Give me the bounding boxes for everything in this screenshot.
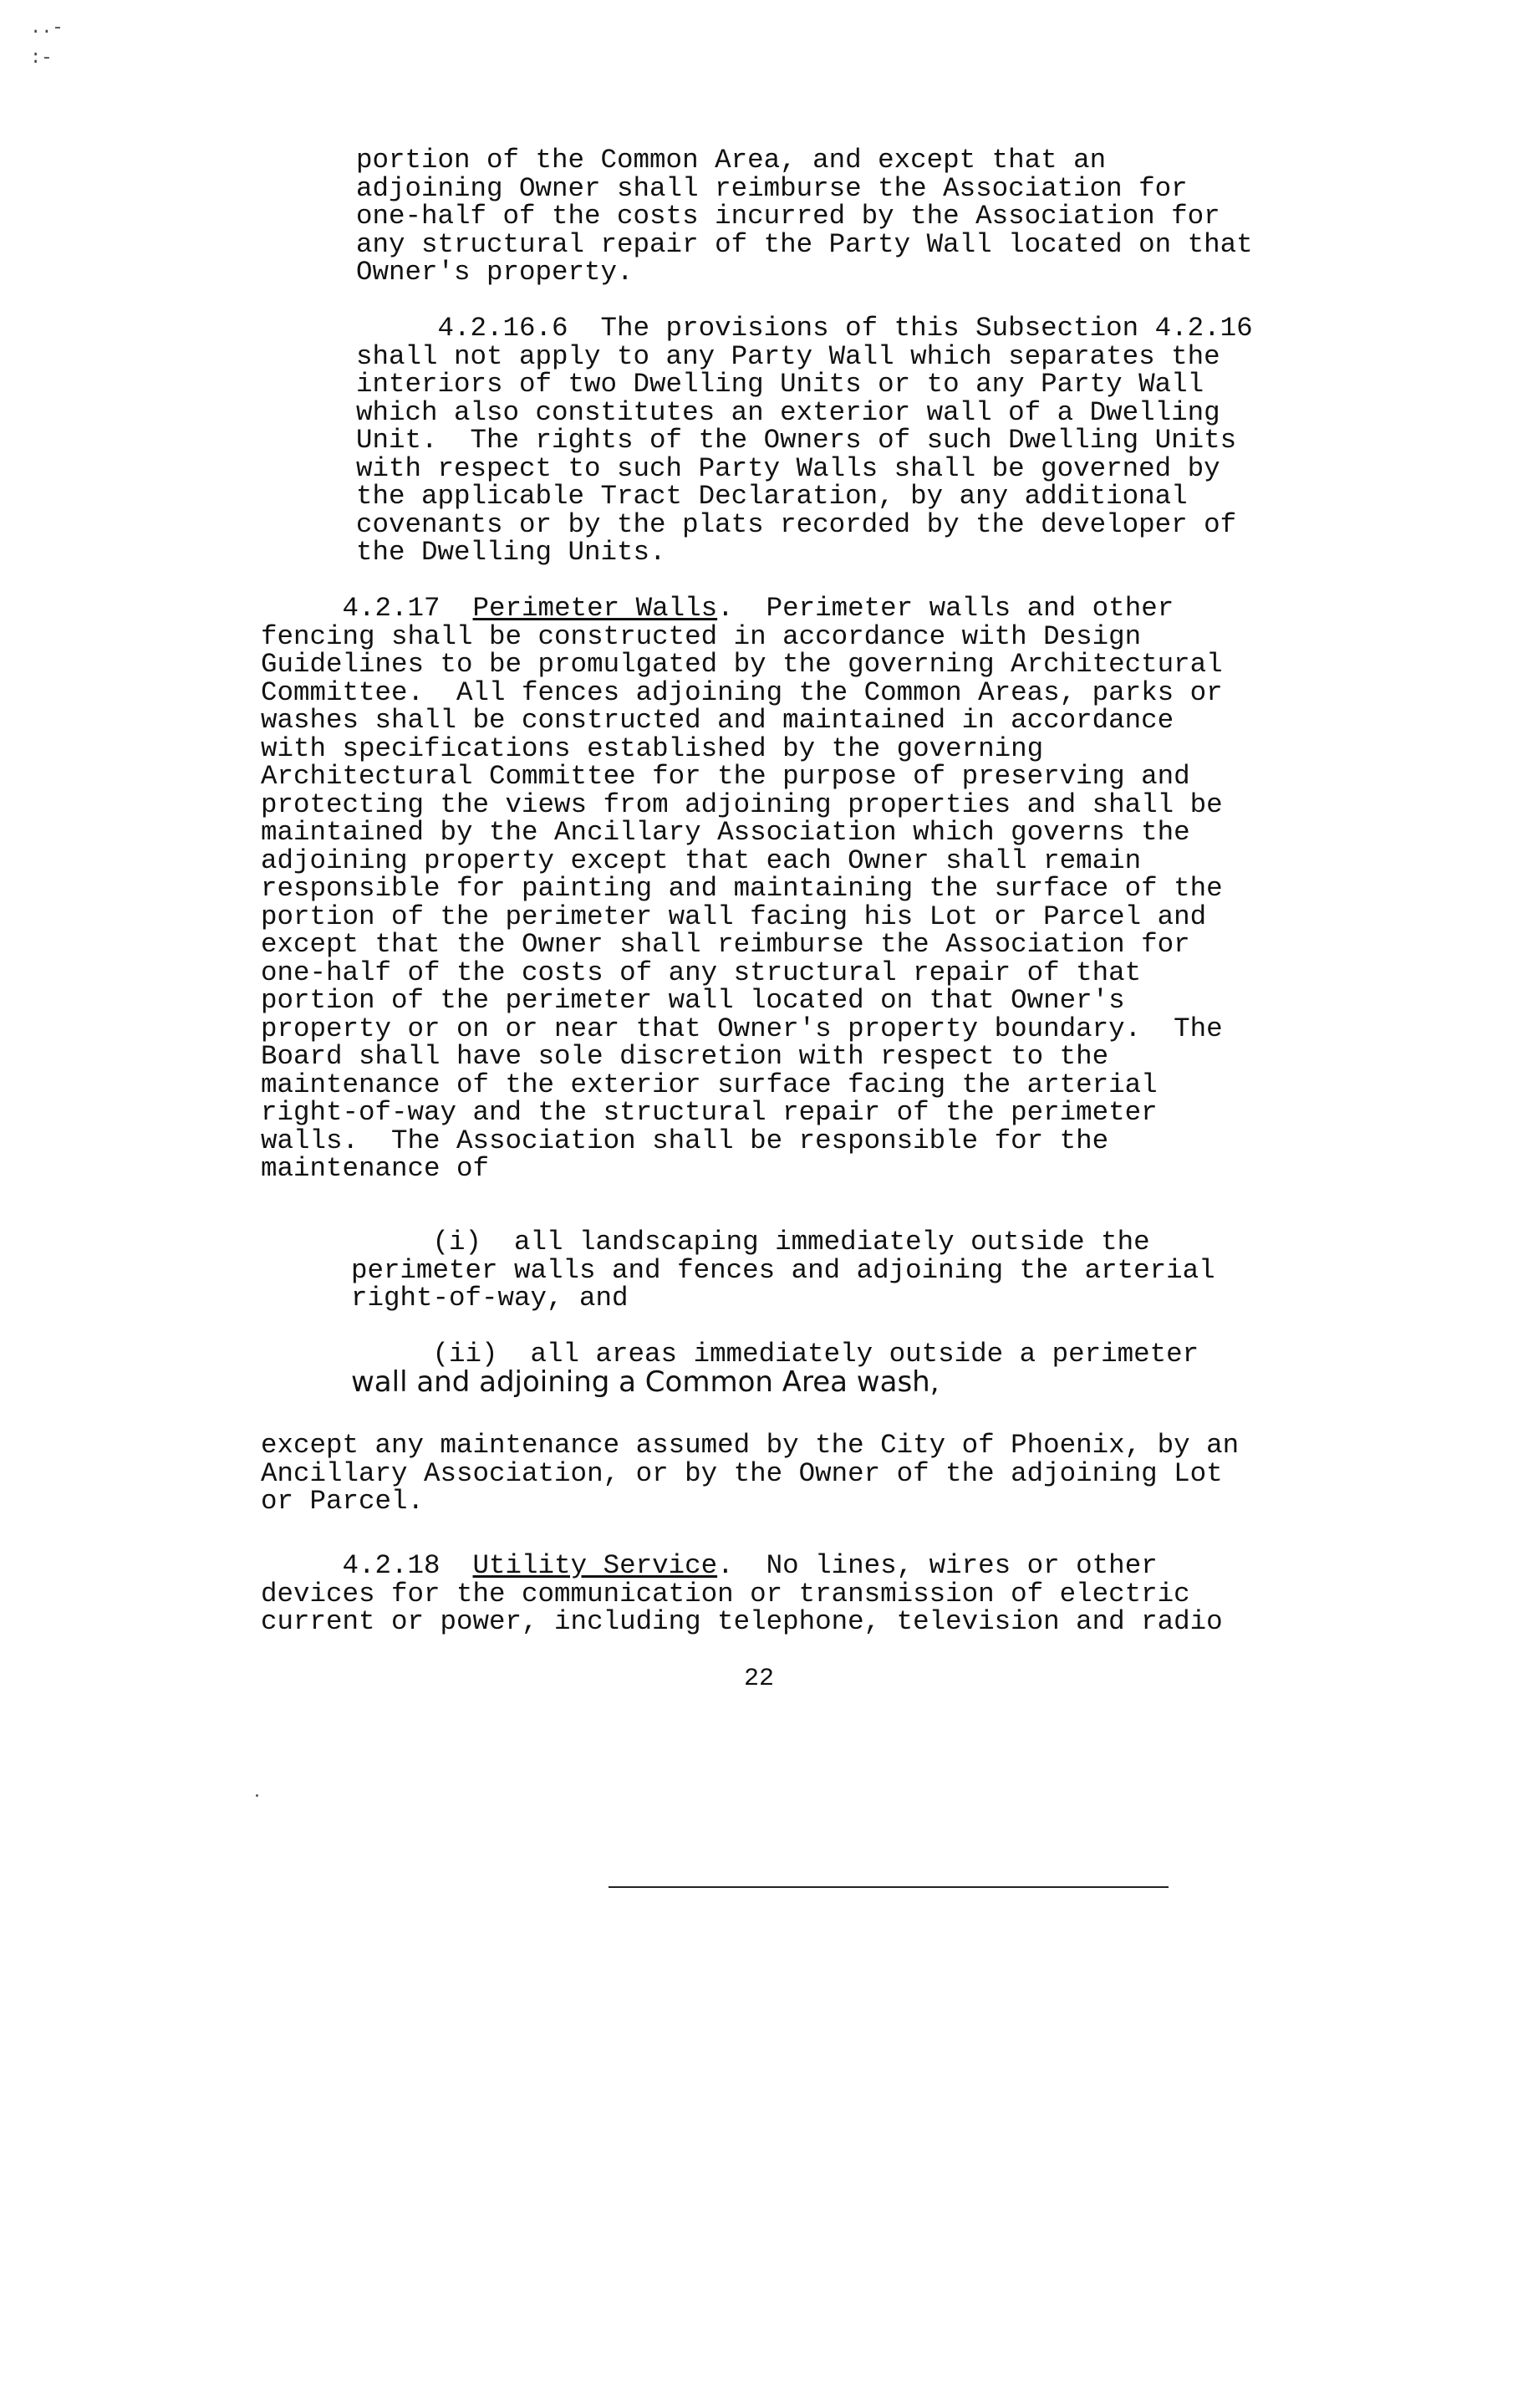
section-4-2-17 [261, 594, 1223, 1183]
margin-marks: ..- :- [30, 18, 64, 69]
except-clause: except any maintenance assumed by the City of Phoenix, by an Ancillary Association, or by the Owner of the adjoining Lot or Parcel. [261, 1430, 1240, 1517]
section-4-2-17-first-line: . Perimeter walls and other [717, 593, 1174, 624]
list-item-ii-line-2: wall and adjoining a Common Area wash, [351, 1365, 940, 1399]
scan-speck [256, 1794, 258, 1797]
section-4-2-18-first-line: . No lines, wires or other [717, 1550, 1158, 1581]
section-4-2-18-number: 4.2.18 [261, 1550, 473, 1581]
paragraph-4-2-16-5-continuation: portion of the Common Area, and except that an adjoining Owner shall reimburse the Association for one-half of the costs incurred by the Association for any structural repair of the Party Wall located on that Owner's property. [356, 145, 1253, 288]
section-4-2-17-heading: Perimeter Walls [472, 593, 718, 624]
section-4-2-17-body: fencing shall be constructed in accordance with Design Guidelines to be promulgated by the governing Architectural Committee. All fences adjoining the Common Areas, parks or washes shall be constructed and maintained in accordance with specifications established by the governing Architectural Committee for the purpose of preserving and protecting the views from adjoining properties and shall be maintained by the Ancillary Association which governs the adjoining property except that each Owner shall remain responsible for painting and maintaining the surface of the portion of the perimeter wall facing his Lot or Parcel and except that the Owner shall reimburse the Association for one-half of the costs of any structural repair of that portion of the perimeter wall located on that Owner's property or on or near that Owner's property boundary. The Board shall have sole discretion with respect to the maintenance of the exterior surface facing the arterial right-of-way and the structural repair of the perimeter walls. The Association shall be responsible for the maintenance of [261, 620, 1223, 1184]
section-4-2-17-number: 4.2.17 [261, 593, 473, 624]
list-item-ii-line-1: (ii) all areas immediately outside a perimeter [351, 1339, 1199, 1370]
paragraph-4-2-16-6: 4.2.16.6 The provisions of this Subsection 4.2.16 shall not apply to any Party Wall which separates the interiors of two Dwelling Units or to any Party Wall which also constitutes an exterior wall of a Dwelling Unit. The rights of the Owners of such Dwelling Units with respect to such Party Walls shall be governed by the applicable Tract Declaration, by any additional covenants or by the plats recorded by the developer of the Dwelling Units. [356, 313, 1253, 568]
section-4-2-18 [261, 1552, 1223, 1636]
list-item-i: (i) all landscaping immediately outside the perimeter walls and fences and adjoining the arterial right-of-way, and [351, 1227, 1215, 1314]
list-item-ii [351, 1340, 1199, 1398]
bottom-rule-line [609, 1886, 1169, 1888]
section-4-2-18-heading: Utility Service [472, 1550, 718, 1581]
page-number: 22 [744, 1665, 775, 1693]
section-4-2-18-body: devices for the communication or transmission of electric current or power, including telephone, television and radio [261, 1578, 1223, 1637]
